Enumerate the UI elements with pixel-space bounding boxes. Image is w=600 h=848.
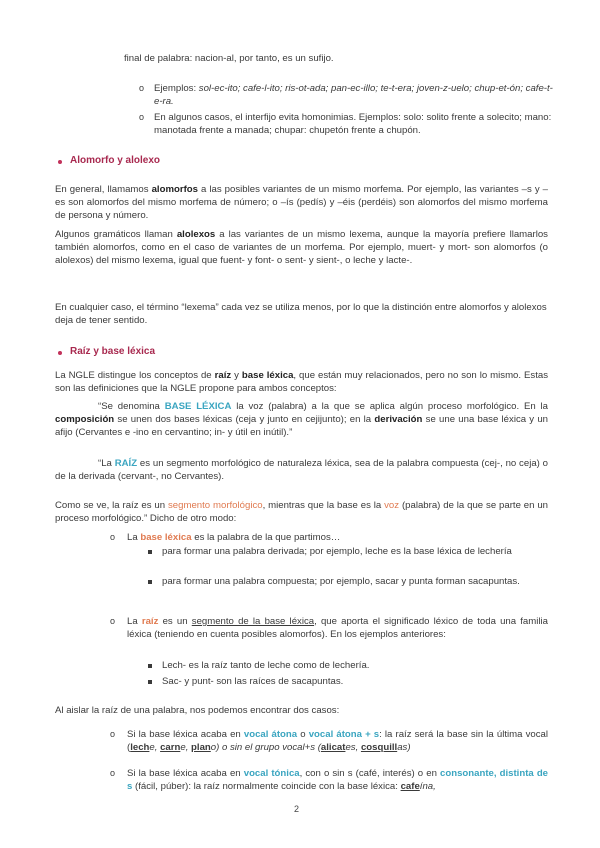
section-heading-alomorfo: Alomorfo y alolexo	[70, 155, 161, 166]
paragraph-alomorfos: En general, llamamos alomorfos a las posibles variantes de un mismo morfema. Por ejemplo, las variantes –s y –es son alomorfos del mismo morfema de número; o –ís (pedís) y –éis (perdéis) son alomorfos del mismo morfema de persona y número.	[55, 184, 549, 222]
paragraph-alolexos: Algunos gramáticos llaman alolexos a las variantes de un mismo lexema, aunque la mayoría prefiere llamarlos también alomorfos, como en el caso de variantes de un morfema. Por ejemplo, muert- y mort- son alomorfos (o alolexos) del mismo lexema, igual que fuent- y font- o sent- y sient-, o leche y lacte-.	[55, 229, 548, 267]
section-bullet-icon	[58, 351, 62, 355]
paragraph-aislar: Al aislar la raíz de una palabra, nos podemos encontrar dos casos:	[55, 705, 340, 716]
circle-bullet-icon: o	[139, 83, 145, 93]
page-number: 2	[294, 804, 300, 814]
square-bullet-icon	[148, 664, 152, 668]
base-sub-derivada: para formar una palabra derivada; por ejemplo, leche es la base léxica de lechería	[162, 546, 512, 557]
circle-bullet-icon: o	[139, 112, 145, 122]
interfijo-item: En algunos casos, el interfijo evita homonimias. Ejemplos: solo: solito frente a solecito; mano: manotada frente a manada; chupar: chupetón frente a chupón.	[154, 112, 552, 137]
raiz-sub-sac: Sac- y punt- son las raíces de sacapuntas.	[162, 676, 344, 687]
circle-bullet-icon: o	[110, 729, 116, 739]
section-heading-raiz: Raíz y base léxica	[70, 346, 156, 357]
examples-item: Ejemplos: sol-ec-ito; cafe-l-ito; ris-ot-ada; pan-ec-illo; te-t-era; joven-z-uelo; chup-et-ón; cafe-t-e-ra.	[154, 83, 553, 108]
square-bullet-icon	[148, 550, 152, 554]
paragraph-lexema: En cualquier caso, el término “lexema” cada vez se utiliza menos, por lo que la distinción entre alomorfos y alolexos deja de tener sentido.	[55, 302, 547, 327]
raiz-sub-lech: Lech- es la raíz tanto de leche como de lechería.	[162, 660, 370, 671]
case-vocal-tonica: Si la base léxica acaba en vocal tónica, con o sin s (café, interés) o en consonante, distinta de s (fácil, púber): la raíz normalmente coincide con la base léxica: cafeína,	[127, 768, 549, 793]
case-vocal-atona: Si la base léxica acaba en vocal átona o vocal átona + s: la raíz será la base sin la última vocal (leche, carne, plano) o sin el grupo vocal+s (alicates, cosquillas)	[127, 729, 548, 754]
section-bullet-icon	[58, 160, 62, 164]
circle-bullet-icon: o	[110, 768, 116, 778]
base-sub-compuesta: para formar una palabra compuesta; por ejemplo, sacar y punta forman sacapuntas.	[162, 576, 520, 587]
square-bullet-icon	[148, 580, 152, 584]
top-line: final de palabra: nacion-al, por tanto, es un sufijo.	[124, 53, 334, 64]
paragraph-ngle: La NGLE distingue los conceptos de raíz y base léxica, que están muy relacionados, pero no son lo mismo. Estas son las definiciones que la NGLE propone para ambos conceptos:	[55, 370, 549, 395]
quote-base-lexica: “Se denomina BASE LÉXICA la voz (palabra) a la que se aplica algún proceso morfológico. En la composición se unen dos bases léxicas (ceja y junto en cejijunto); en la derivación se une una base léxica y un afijo (Cervantes e -ino en cervantino; in- y útil en inútil).”	[55, 401, 549, 439]
paragraph-como-se-ve: Como se ve, la raíz es un segmento morfológico, mientras que la base es la voz (palabra) de la que se parte en un proceso morfológico.” Dicho de otro modo:	[55, 500, 549, 525]
circle-bullet-icon: o	[110, 532, 116, 542]
square-bullet-icon	[148, 680, 152, 684]
quote-raiz: “La RAÍZ es un segmento morfológico de naturaleza léxica, sea de la palabra compuesta (cej-, no ceja) o de la derivada (cervant-, no Cervantes).	[55, 458, 549, 483]
circle-bullet-icon: o	[110, 616, 116, 626]
raiz-item: La raíz es un segmento de la base léxica, que aporta el significado léxico de toda una familia léxica (teniendo en cuenta posibles alomorfos). En los ejemplos anteriores:	[127, 616, 548, 641]
base-lexica-item: La base léxica es la palabra de la que partimos…	[127, 532, 341, 543]
